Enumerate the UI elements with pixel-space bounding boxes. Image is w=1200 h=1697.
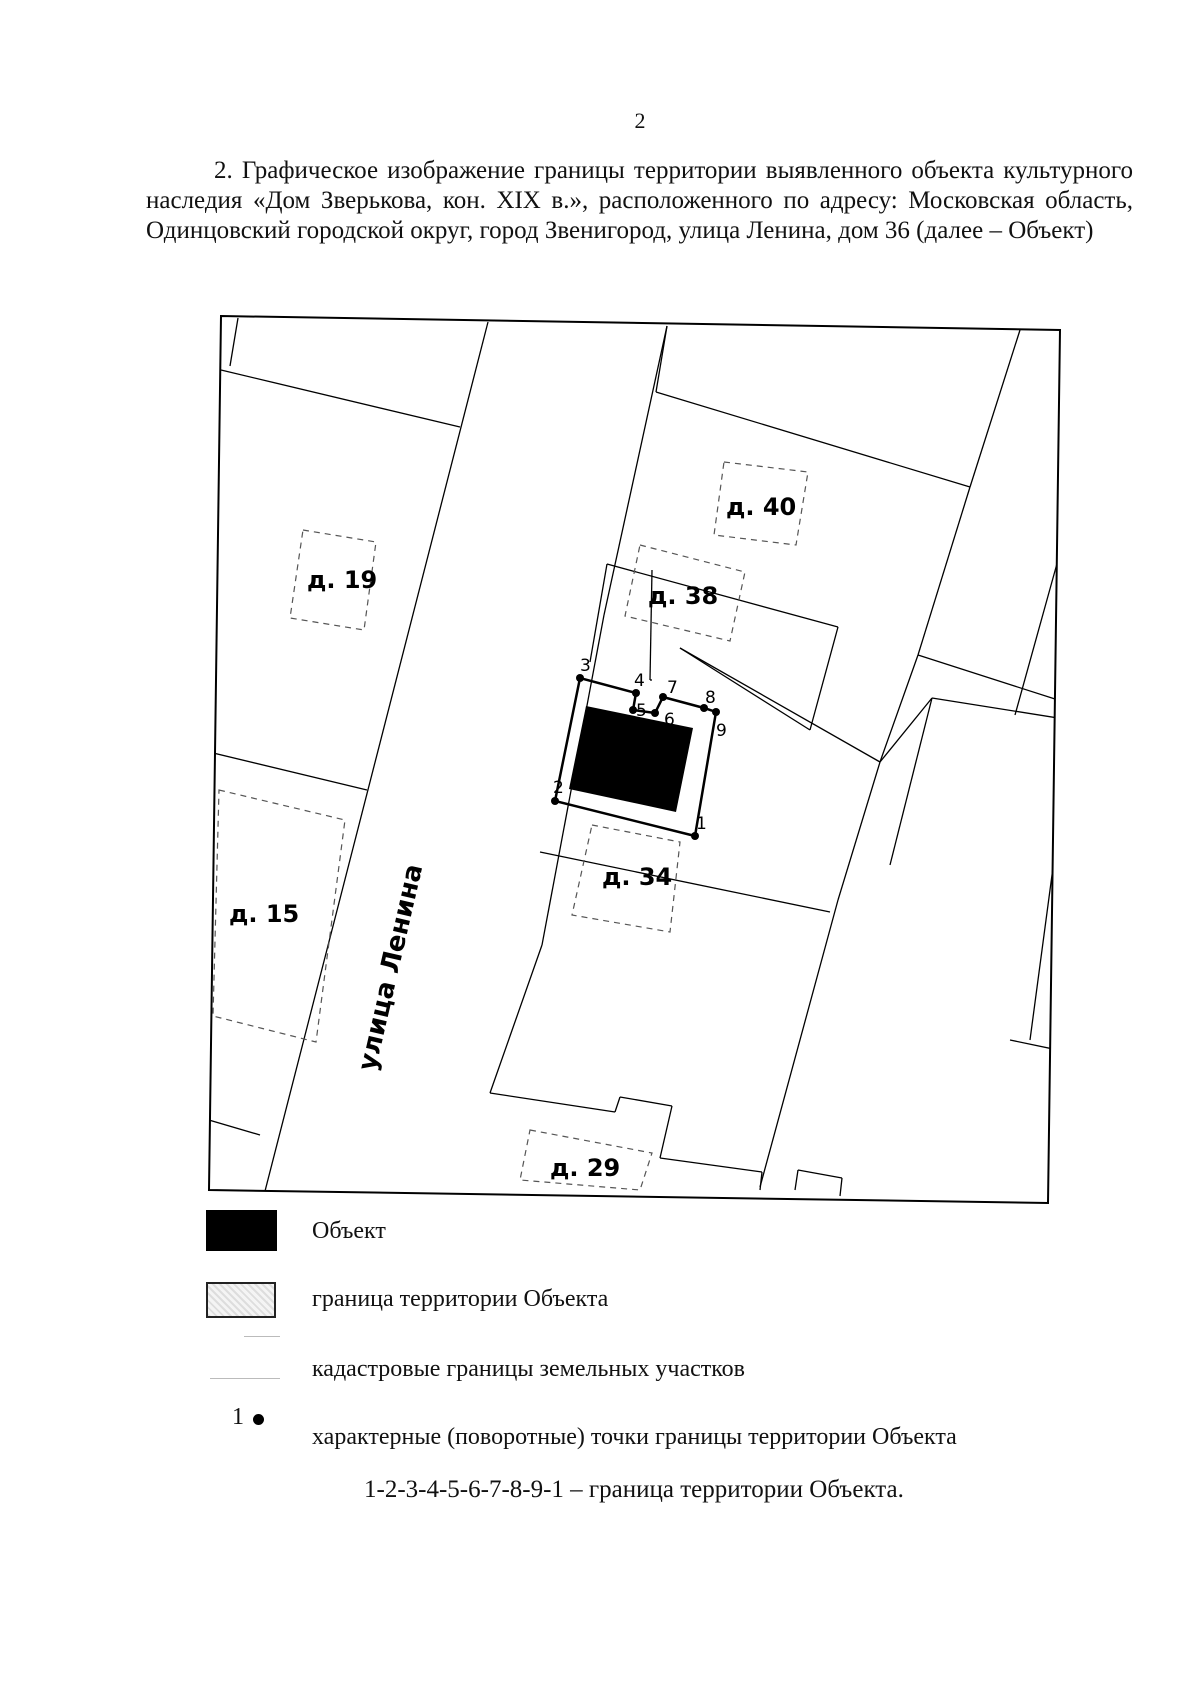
- house-label-38: д. 38: [648, 582, 719, 610]
- boundary-point-2: [551, 797, 559, 805]
- point-label-4: 4: [634, 671, 645, 691]
- legend-territory-swatch: [206, 1282, 276, 1318]
- legend-territory-label: граница территории Объекта: [312, 1286, 609, 1312]
- legend-point-dot: [253, 1414, 264, 1425]
- point-label-8: 8: [705, 688, 716, 708]
- legend-point-number: 1: [232, 1404, 244, 1430]
- house-label-29: д. 29: [550, 1154, 621, 1182]
- boundary-point-7: [659, 693, 667, 701]
- point-label-2: 2: [553, 778, 564, 798]
- boundary-sequence: 1-2-3-4-5-6-7-8-9-1 – граница территории Объекта.: [364, 1476, 904, 1503]
- legend-object-label: Объект: [312, 1218, 386, 1244]
- page-number: 2: [634, 108, 646, 133]
- point-label-3: 3: [580, 656, 591, 676]
- boundary-point-9: [712, 708, 720, 716]
- legend-cadastral-line: [210, 1378, 280, 1379]
- intro-paragraph: 2. Графическое изображение границы территории выявленного объекта культурного наследия «Дом Зверькова, кон. XIX в.», расположенного по адресу: Московская область, Одинцовский городской округ, город Звенигород, улица Ленина, дом 36 (далее – Объект): [146, 157, 1133, 244]
- house-label-40: д. 40: [726, 493, 797, 521]
- house-label-19: д. 19: [307, 566, 378, 594]
- point-label-9: 9: [716, 721, 727, 741]
- point-label-1: 1: [696, 814, 707, 834]
- legend-cadastral-label: кадастровые границы земельных участков: [312, 1356, 746, 1382]
- boundary-point-6: [651, 709, 659, 717]
- street-label: улица Ленина: [352, 861, 430, 1074]
- legend-points-label: характерные (поворотные) точки границы территории Объекта: [312, 1424, 957, 1450]
- point-label-6: 6: [664, 710, 675, 730]
- point-label-5: 5: [636, 701, 647, 721]
- point-label-7: 7: [667, 678, 678, 698]
- house-label-15: д. 15: [229, 900, 300, 928]
- legend-cadastral-line-top: [244, 1336, 280, 1337]
- house-label-34: д. 34: [602, 863, 673, 891]
- legend-object-swatch: [206, 1210, 277, 1251]
